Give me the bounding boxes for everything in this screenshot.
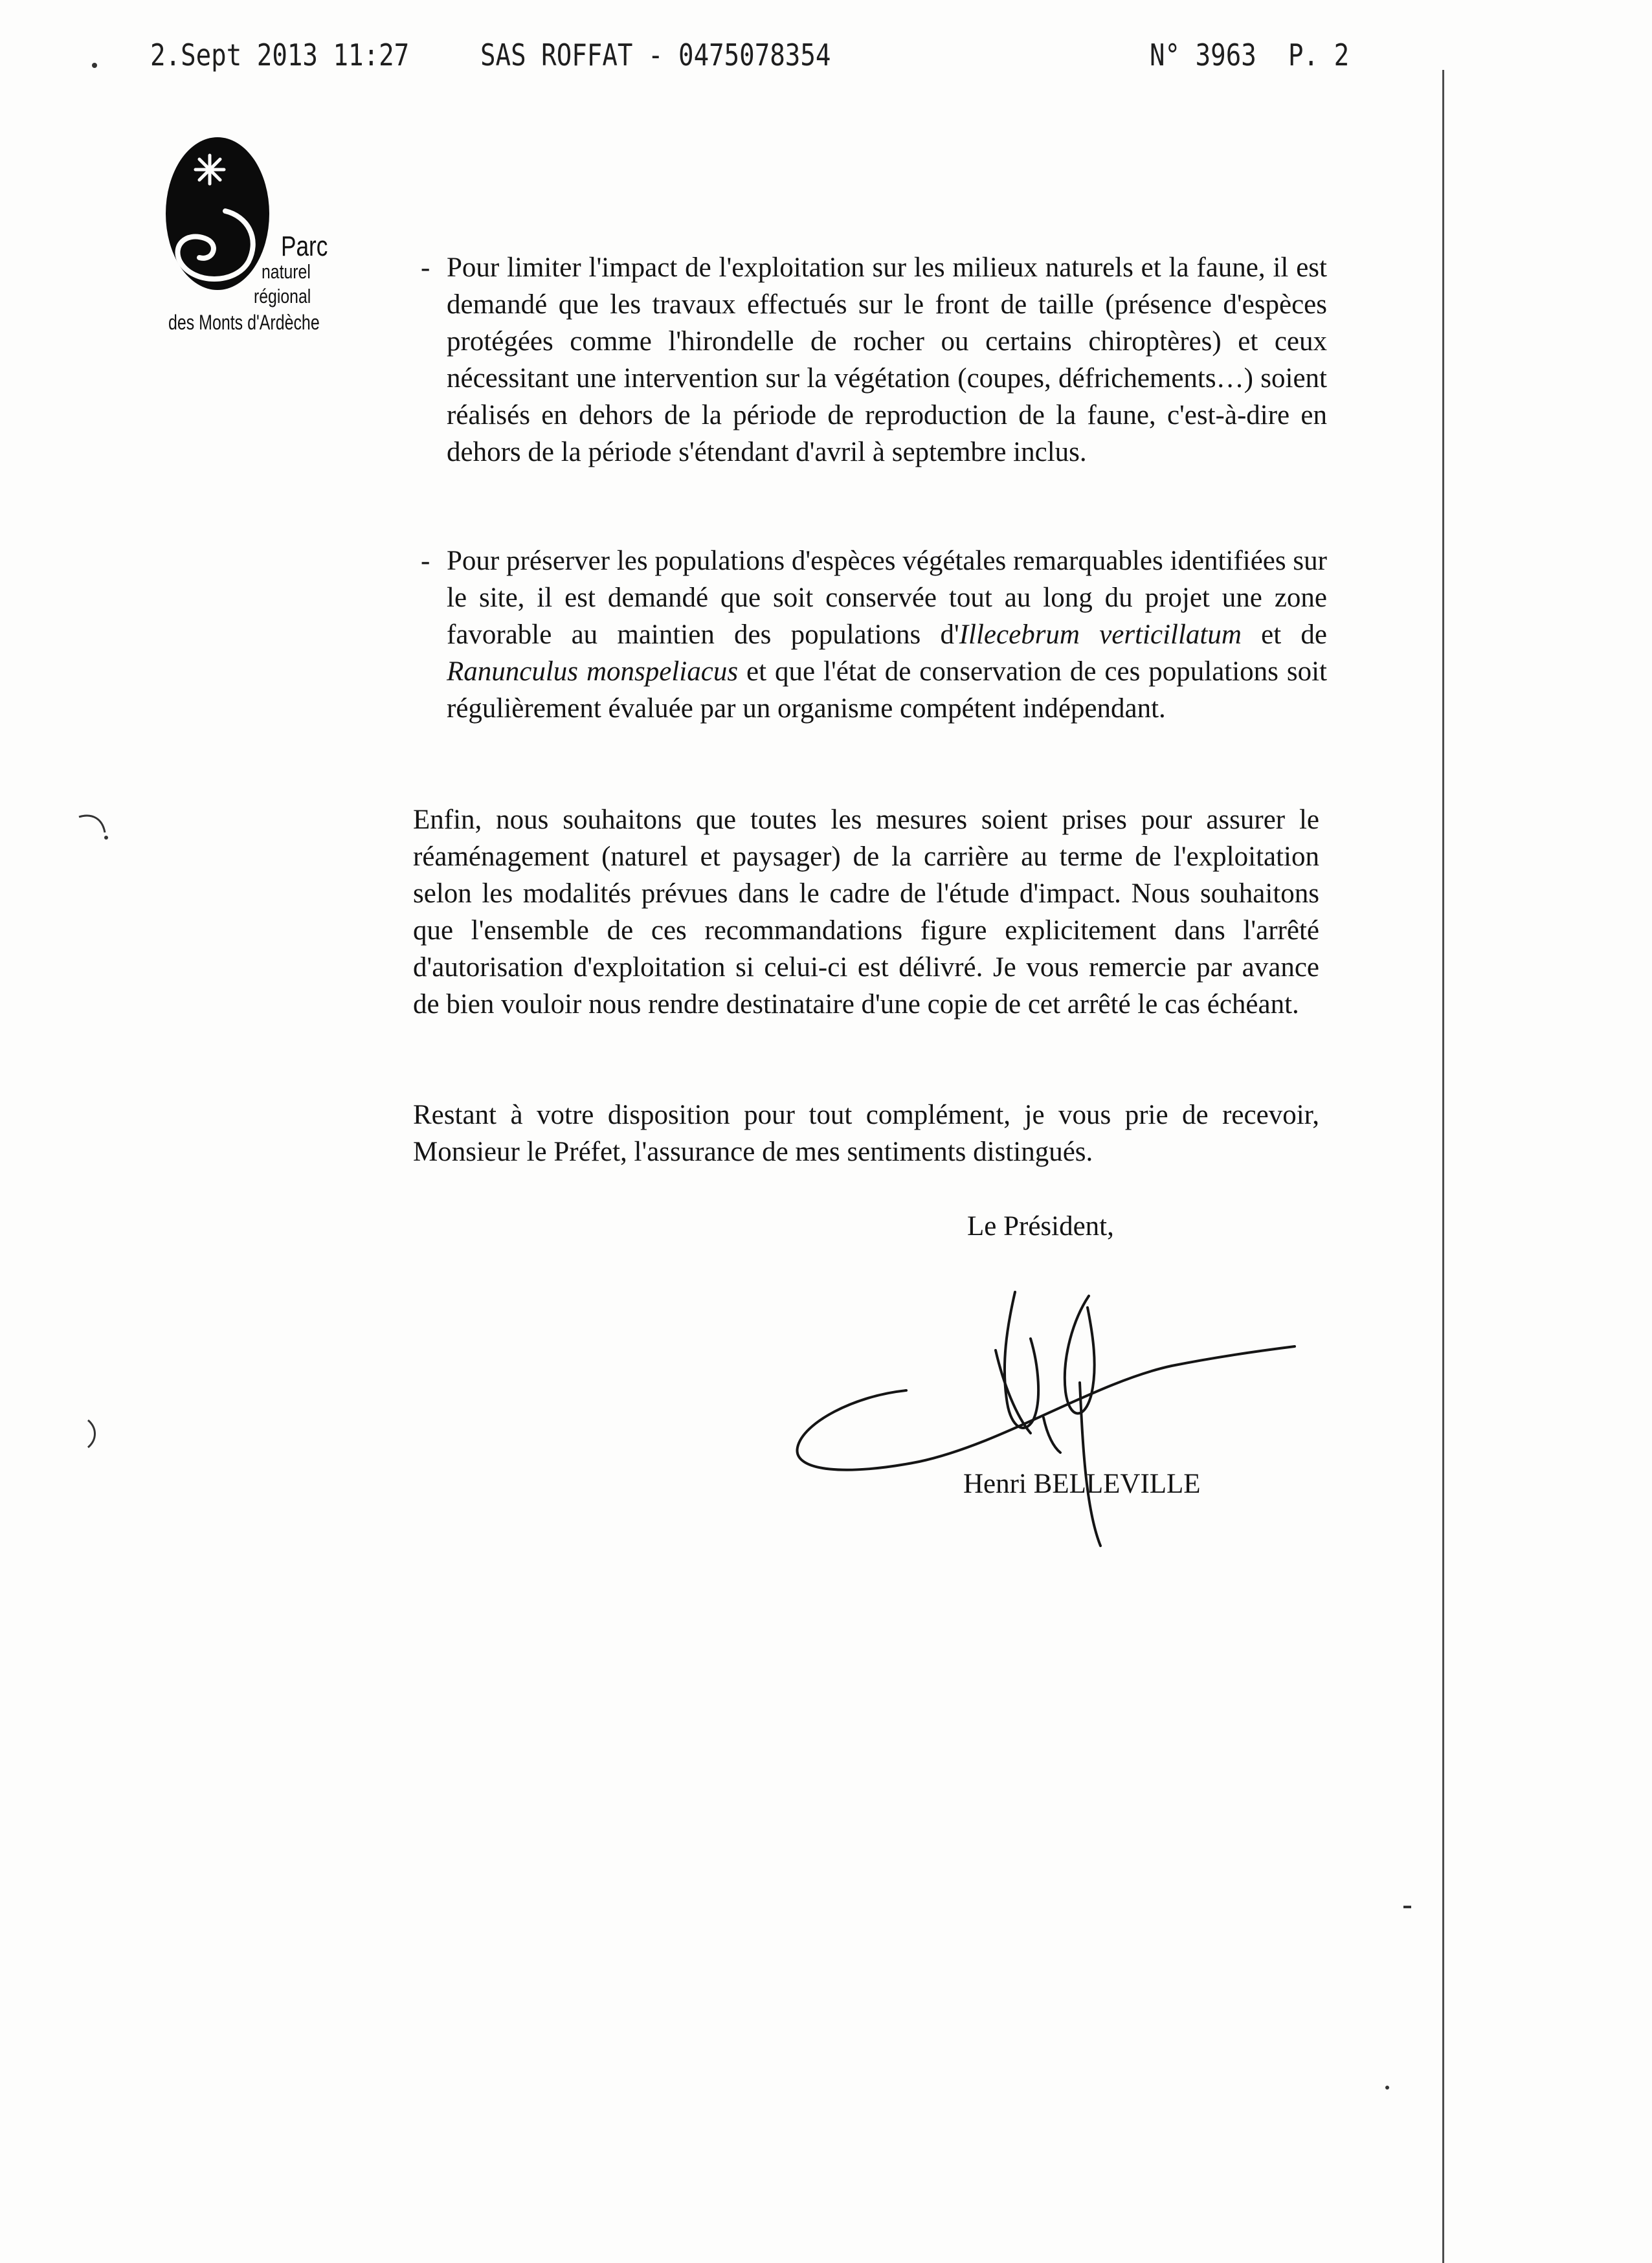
bullet-dash: - [421,252,430,283]
logo-word-regional: régional [254,285,311,307]
scan-speck [91,61,98,69]
bullet-dash: - [421,546,430,576]
recommendation-fauna-text: Pour limiter l'impact de l'exploitation sur les milieux naturels et la faune, il est demandé que les travaux effectués sur le front de taille (présence d'espèces protégées comme l'hirondelle de rocher ou certains chiroptères) et ceux nécessitant une intervention sur la végétation (coupes, défrichements…) soient réalisés en dehors de la période de reproduction de la faune, c'est-à-dire en dehors de la période s'étendant d'avril à septembre inclus. [447,252,1327,467]
scan-speck [1384,2084,1390,2091]
park-logo-icon [163,135,272,293]
paragraph-closing: Restant à votre disposition pour tout complément, je vous prie de recevoir, Monsieur le Préfet, l'assurance de mes sentiments distingués. [413,1100,1319,1167]
logo-word-parc: Parc [281,230,328,262]
handwritten-signature [790,1274,1321,1552]
species-name: Illecebrum verticillatum [959,619,1242,650]
fax-date: 2.Sept 2013 11:27 [150,38,410,72]
closing-title: Le Président, [967,1211,1114,1242]
species-name: Ranunculus monspeliacus [447,656,739,687]
signatory-name: Henri BELLEVILLE [963,1469,1201,1499]
paragraph-rehabilitation: Enfin, nous souhaitons que toutes les mesures soient prises pour assurer le réaménagement (naturel et paysager) de la carrière au terme de l'exploitation selon les modalités prévues dans le cadre de l'étude d'impact. Nous souhaitons que l'ensemble de ces recommandations figure explicitement dans l'arrêté d'autorisation d'exploitation si celui-ci est délivré. Je vous remercie par avance de bien vouloir nous rendre destinataire d'une copie de cet arrêté le cas échéant. [413,805,1319,1020]
park-logo [163,127,328,334]
recommendation-flora-text-c: et que l'état de conservation de ces populations soit régulièrement évaluée par un organisme compétent indépendant. [447,656,1327,724]
scan-edge-line [1442,70,1444,2263]
recommendation-flora [421,542,1327,727]
logo-word-naturel: naturel [262,260,311,283]
fax-number: N° 3963 [1150,38,1256,72]
punch-hole-mark [83,1418,102,1450]
recommendation-fauna [421,249,1327,471]
scan-speck [1403,1903,1411,1911]
fax-sender: SAS ROFFAT - 0475078354 [480,38,831,72]
punch-hole-mark [73,809,111,848]
recommendation-flora-text-b: et de [1241,619,1327,650]
fax-page-number: P. 2 [1288,38,1350,72]
logo-word-ardeche: des Monts d'Ardèche [168,311,320,334]
recommendation-flora-text-a: Pour préserver les populations d'espèces végétales remarquables identifiées sur le site, il est demandé que soit conservée tout au long du projet une zone favorable au maintien des populations d' [447,546,1327,650]
